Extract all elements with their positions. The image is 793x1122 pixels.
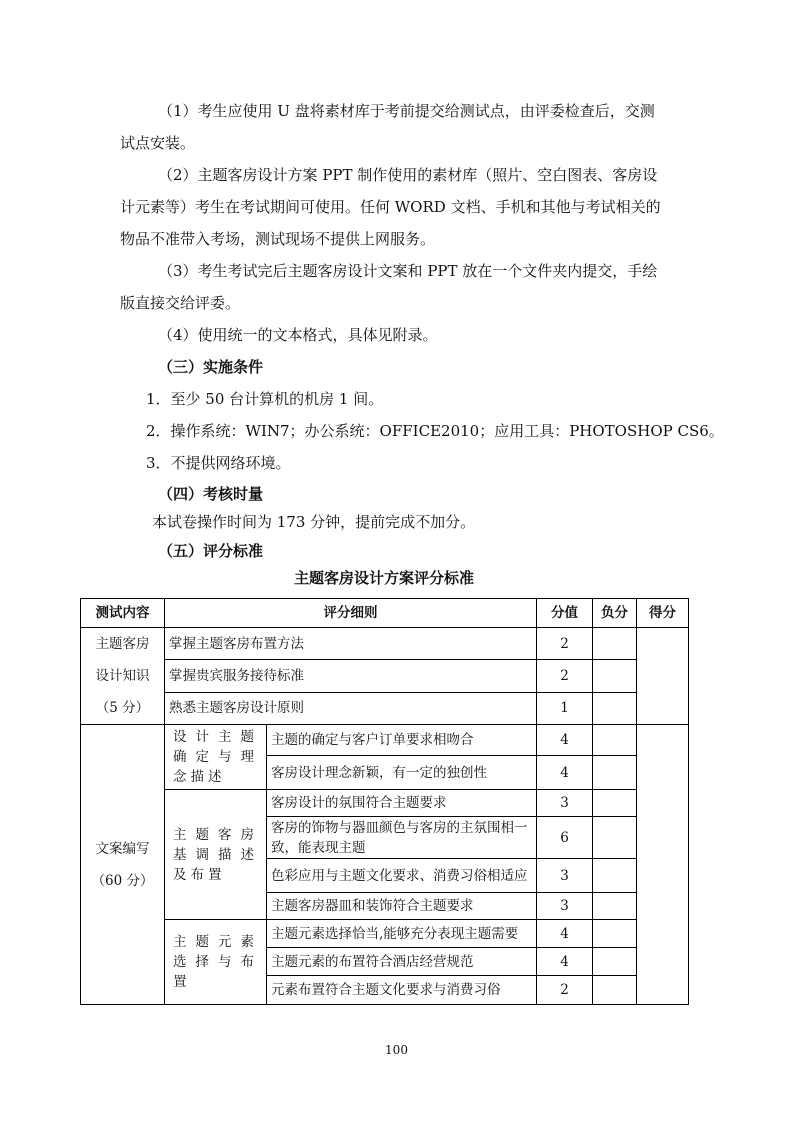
deduction-cell[interactable] — [593, 790, 637, 817]
criterion-score: 1 — [537, 692, 593, 724]
table-row — [81, 692, 689, 724]
deduction-cell[interactable] — [593, 692, 637, 724]
criterion-text: 客房的饰物与器皿颜色与客房的主氛围相一致，能表现主题 — [267, 817, 537, 859]
paragraph-1-line-2: 试点安装。 — [120, 134, 196, 152]
criterion-text: 掌握贵宾服务接待标准 — [165, 660, 537, 692]
subcategory-room-layout: 主题客房基调描述及布置 — [165, 790, 267, 920]
deduction-cell[interactable] — [593, 893, 637, 920]
table-row — [81, 628, 689, 660]
header-scoring-detail: 评分细则 — [165, 599, 537, 628]
category-knowledge-line-2: 设计知识 — [95, 668, 150, 684]
deduction-cell[interactable] — [593, 920, 637, 948]
table-row — [81, 660, 689, 692]
section-3-heading: （三）实施条件 — [158, 358, 264, 376]
deduction-cell[interactable] — [593, 817, 637, 859]
section-3-item-2: 2．操作系统：WIN7；办公系统：OFFICE2010；应用工具：PHOTOSHOP CS6。 — [146, 422, 724, 440]
deduction-cell[interactable] — [593, 660, 637, 692]
header-test-content: 测试内容 — [81, 599, 165, 628]
criterion-score: 4 — [537, 725, 593, 756]
criterion-score: 2 — [537, 976, 593, 1005]
criterion-text: 客房设计的氛围符合主题要求 — [267, 790, 537, 817]
paragraph-3-line-2: 版直接交给评委。 — [120, 294, 241, 312]
paragraph-4: （4）使用统一的文本格式，具体见附录。 — [158, 326, 438, 344]
criterion-text: 主题元素的布置符合酒店经营规范 — [267, 948, 537, 976]
criterion-text: 色彩应用与主题文化要求、消费习俗相适应 — [267, 859, 537, 893]
deduction-cell[interactable] — [593, 628, 637, 660]
paragraph-2-line-2: 计元素等）考生在考试期间可使用。任何 WORD 文档、手机和其他与考试相关的 — [120, 198, 661, 216]
category-copywriting-line-2: （60 分） — [91, 872, 154, 889]
criterion-score: 3 — [537, 790, 593, 817]
criterion-score: 2 — [537, 628, 593, 660]
header-score: 分值 — [537, 599, 593, 628]
table-row — [81, 725, 689, 756]
deduction-cell[interactable] — [593, 725, 637, 756]
scoring-table — [80, 598, 689, 1005]
deduction-cell[interactable] — [593, 859, 637, 893]
criterion-score: 4 — [537, 920, 593, 948]
table-row — [81, 790, 689, 817]
criterion-score: 4 — [537, 948, 593, 976]
criterion-text: 主题元素选择恰当,能够充分表现主题需要 — [267, 920, 537, 948]
paragraph-2-line-3: 物品不准带入考场，测试现场不提供上网服务。 — [120, 230, 436, 248]
section-3-item-3: 3．不提供网络环境。 — [146, 454, 291, 472]
section-4-heading: （四）考核时量 — [158, 485, 264, 503]
table-header-row — [81, 599, 689, 628]
subcategory-theme-concept: 设计主题确定与理念描述 — [165, 725, 267, 790]
paragraph-3-line-1: （3）考生考试完后主题客房设计文案和 PPT 放在一个文件夹内提交，手绘 — [158, 262, 658, 280]
criterion-text: 掌握主题客房布置方法 — [165, 628, 537, 660]
paragraph-2-line-1: （2）主题客房设计方案 PPT 制作使用的素材库（照片、空白图表、客房设 — [158, 166, 658, 184]
criterion-score: 6 — [537, 817, 593, 859]
section-5-heading: （五）评分标准 — [158, 542, 264, 560]
criterion-text: 主题的确定与客户订单要求相吻合 — [267, 725, 537, 756]
header-deduction: 负分 — [593, 599, 637, 628]
criterion-score: 3 — [537, 893, 593, 920]
obtained-cell[interactable] — [637, 725, 689, 1005]
criterion-score: 4 — [537, 756, 593, 790]
subcategory-theme-elements: 主题元素选择与布置 — [165, 920, 267, 1005]
criterion-text: 元素布置符合主题文化要求与消费习俗 — [267, 976, 537, 1005]
deduction-cell[interactable] — [593, 976, 637, 1005]
criterion-text: 熟悉主题客房设计原则 — [165, 692, 537, 724]
table-row — [81, 920, 689, 948]
deduction-cell[interactable] — [593, 756, 637, 790]
table-caption: 主题客房设计方案评分标准 — [293, 569, 474, 587]
category-knowledge-line-3: （5 分） — [95, 700, 150, 716]
page-number: 100 — [385, 1043, 408, 1057]
category-knowledge — [81, 628, 165, 725]
criterion-text: 主题客房器皿和装饰符合主题要求 — [267, 893, 537, 920]
category-copywriting-line-1: 文案编写 — [95, 840, 150, 857]
criterion-score: 2 — [537, 660, 593, 692]
section-3-item-1: 1．至少 50 台计算机的机房 1 间。 — [146, 390, 384, 408]
criterion-score: 3 — [537, 859, 593, 893]
category-copywriting — [81, 725, 165, 1005]
header-obtained: 得分 — [637, 599, 689, 628]
deduction-cell[interactable] — [593, 948, 637, 976]
obtained-cell[interactable] — [637, 628, 689, 725]
criterion-text: 客房设计理念新颖，有一定的独创性 — [267, 756, 537, 790]
section-4-text: 本试卷操作时间为 173 分钟，提前完成不加分。 — [152, 513, 476, 531]
paragraph-1-line-1: （1）考生应使用 U 盘将素材库于考前提交给测试点，由评委检查后，交测 — [158, 102, 655, 120]
category-knowledge-line-1: 主题客房 — [95, 636, 150, 652]
